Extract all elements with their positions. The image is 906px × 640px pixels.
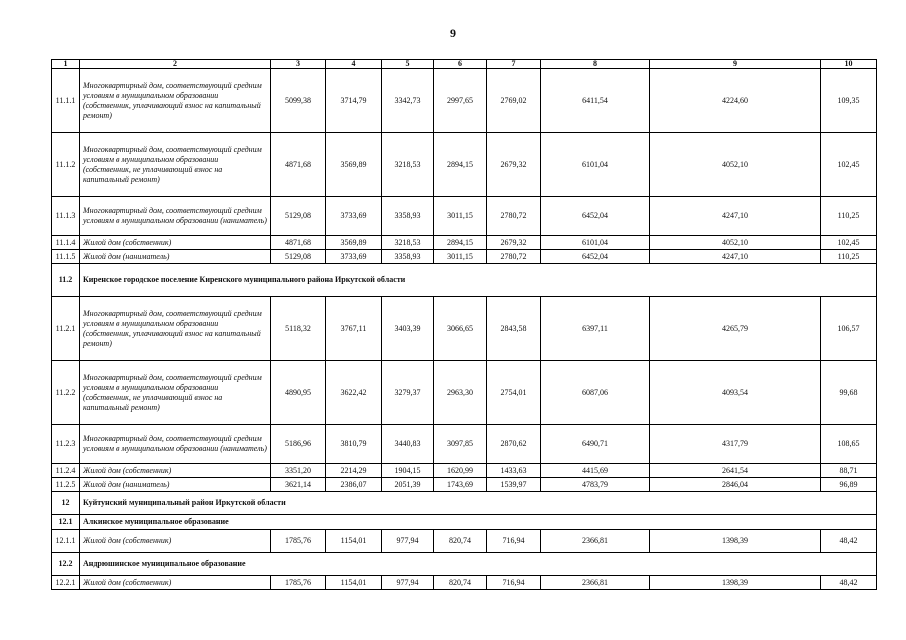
value-cell: 2366,81	[541, 530, 650, 553]
row-number: 12.2.1	[52, 576, 80, 590]
header-row	[52, 60, 877, 69]
value-cell: 1154,01	[326, 576, 382, 590]
row-description: Многоквартирный дом, соответствующий средним условиям в муниципальном образовании (собственник, не уплачивающий взнос на капитальный ремонт)	[80, 133, 271, 197]
value-cell: 820,74	[434, 530, 487, 553]
value-cell: 99,68	[821, 361, 877, 425]
value-cell: 2780,72	[487, 197, 541, 236]
value-cell: 1785,76	[271, 530, 326, 553]
value-cell: 3767,11	[326, 297, 382, 361]
value-cell: 3403,39	[382, 297, 434, 361]
value-cell: 6101,04	[541, 236, 650, 250]
value-cell: 716,94	[487, 576, 541, 590]
section-row	[52, 492, 877, 515]
section-row	[52, 264, 877, 297]
value-cell: 109,35	[821, 69, 877, 133]
tariff-table	[51, 59, 877, 590]
table-row	[52, 576, 877, 590]
value-cell: 4224,60	[650, 69, 821, 133]
table-row	[52, 197, 877, 236]
value-cell: 3733,69	[326, 250, 382, 264]
value-cell: 88,71	[821, 464, 877, 478]
table-row	[52, 464, 877, 478]
value-cell: 1154,01	[326, 530, 382, 553]
value-cell: 4317,79	[650, 425, 821, 464]
value-cell: 4415,69	[541, 464, 650, 478]
value-cell: 2679,32	[487, 236, 541, 250]
table-row	[52, 236, 877, 250]
table-row	[52, 250, 877, 264]
value-cell: 4871,68	[271, 133, 326, 197]
row-number: 11.2.2	[52, 361, 80, 425]
value-cell: 3011,15	[434, 197, 487, 236]
value-cell: 3351,20	[271, 464, 326, 478]
value-cell: 4871,68	[271, 236, 326, 250]
row-number: 11.2.5	[52, 478, 80, 492]
value-cell: 2679,32	[487, 133, 541, 197]
section-number: 11.2	[52, 264, 80, 297]
section-number: 12.2	[52, 553, 80, 576]
row-description: Жилой дом (собственник)	[80, 464, 271, 478]
value-cell: 2051,39	[382, 478, 434, 492]
row-description: Многоквартирный дом, соответствующий средним условиям в муниципальном образовании (наниматель)	[80, 425, 271, 464]
value-cell: 1620,99	[434, 464, 487, 478]
value-cell: 2894,15	[434, 133, 487, 197]
value-cell: 4052,10	[650, 133, 821, 197]
header-cell: 8	[541, 60, 650, 69]
value-cell: 3097,85	[434, 425, 487, 464]
value-cell: 2846,04	[650, 478, 821, 492]
value-cell: 3810,79	[326, 425, 382, 464]
value-cell: 2641,54	[650, 464, 821, 478]
value-cell: 5129,08	[271, 197, 326, 236]
header-cell: 5	[382, 60, 434, 69]
value-cell: 4890,95	[271, 361, 326, 425]
value-cell: 106,57	[821, 297, 877, 361]
value-cell: 1398,39	[650, 576, 821, 590]
row-number: 11.2.4	[52, 464, 80, 478]
value-cell: 3569,89	[326, 236, 382, 250]
table-row	[52, 69, 877, 133]
row-description: Многоквартирный дом, соответствующий средним условиям в муниципальном образовании (собственник, уплачивающий взнос на капитальный ремонт)	[80, 69, 271, 133]
row-number: 12.1.1	[52, 530, 80, 553]
value-cell: 2366,81	[541, 576, 650, 590]
row-number: 11.2.1	[52, 297, 80, 361]
row-description: Жилой дом (собственник)	[80, 530, 271, 553]
value-cell: 6101,04	[541, 133, 650, 197]
section-row	[52, 515, 877, 530]
value-cell: 820,74	[434, 576, 487, 590]
value-cell: 3358,93	[382, 197, 434, 236]
value-cell: 2769,02	[487, 69, 541, 133]
header-cell: 6	[434, 60, 487, 69]
row-number: 11.2.3	[52, 425, 80, 464]
value-cell: 48,42	[821, 530, 877, 553]
row-number: 11.1.3	[52, 197, 80, 236]
value-cell: 977,94	[382, 530, 434, 553]
value-cell: 5186,96	[271, 425, 326, 464]
header-cell: 9	[650, 60, 821, 69]
value-cell: 716,94	[487, 530, 541, 553]
value-cell: 2754,01	[487, 361, 541, 425]
value-cell: 2214,29	[326, 464, 382, 478]
value-cell: 3621,14	[271, 478, 326, 492]
row-description: Жилой дом (собственник)	[80, 236, 271, 250]
value-cell: 5129,08	[271, 250, 326, 264]
table-row	[52, 425, 877, 464]
value-cell: 110,25	[821, 250, 877, 264]
value-cell: 6452,04	[541, 197, 650, 236]
row-number: 11.1.4	[52, 236, 80, 250]
header-cell: 7	[487, 60, 541, 69]
value-cell: 3569,89	[326, 133, 382, 197]
section-title: Андрюшинское муниципальное образование	[80, 553, 877, 576]
value-cell: 3066,65	[434, 297, 487, 361]
section-title: Куйтунский муниципальный район Иркутской области	[80, 492, 877, 515]
value-cell: 4052,10	[650, 236, 821, 250]
value-cell: 2997,65	[434, 69, 487, 133]
value-cell: 3358,93	[382, 250, 434, 264]
row-number: 11.1.2	[52, 133, 80, 197]
value-cell: 1433,63	[487, 464, 541, 478]
value-cell: 3218,53	[382, 236, 434, 250]
header-cell: 4	[326, 60, 382, 69]
value-cell: 2963,30	[434, 361, 487, 425]
section-number: 12.1	[52, 515, 80, 530]
value-cell: 2386,07	[326, 478, 382, 492]
value-cell: 6397,11	[541, 297, 650, 361]
value-cell: 102,45	[821, 236, 877, 250]
value-cell: 4093,54	[650, 361, 821, 425]
value-cell: 3218,53	[382, 133, 434, 197]
header-cell: 2	[80, 60, 271, 69]
header-cell: 1	[52, 60, 80, 69]
section-title: Киренское городское поселение Киренского муниципального района Иркутской области	[80, 264, 877, 297]
value-cell: 2780,72	[487, 250, 541, 264]
value-cell: 3011,15	[434, 250, 487, 264]
value-cell: 1398,39	[650, 530, 821, 553]
value-cell: 1904,15	[382, 464, 434, 478]
section-row	[52, 553, 877, 576]
section-number: 12	[52, 492, 80, 515]
value-cell: 6490,71	[541, 425, 650, 464]
value-cell: 6087,06	[541, 361, 650, 425]
value-cell: 1785,76	[271, 576, 326, 590]
row-description: Многоквартирный дом, соответствующий средним условиям в муниципальном образовании (собственник, уплачивающий взнос на капитальный ремонт)	[80, 297, 271, 361]
value-cell: 3342,73	[382, 69, 434, 133]
value-cell: 3714,79	[326, 69, 382, 133]
value-cell: 2843,58	[487, 297, 541, 361]
value-cell: 1539,97	[487, 478, 541, 492]
value-cell: 3279,37	[382, 361, 434, 425]
row-number: 11.1.1	[52, 69, 80, 133]
value-cell: 3622,42	[326, 361, 382, 425]
value-cell: 4247,10	[650, 197, 821, 236]
row-description: Жилой дом (собственник)	[80, 576, 271, 590]
value-cell: 4265,79	[650, 297, 821, 361]
value-cell: 3440,83	[382, 425, 434, 464]
header-cell: 3	[271, 60, 326, 69]
value-cell: 4783,79	[541, 478, 650, 492]
row-description: Многоквартирный дом, соответствующий средним условиям в муниципальном образовании (собственник, не уплачивающий взнос на капитальный ремонт)	[80, 361, 271, 425]
table-row	[52, 478, 877, 492]
value-cell: 6411,54	[541, 69, 650, 133]
value-cell: 2894,15	[434, 236, 487, 250]
table-row	[52, 297, 877, 361]
value-cell: 108,65	[821, 425, 877, 464]
row-description: Жилой дом (наниматель)	[80, 250, 271, 264]
value-cell: 6452,04	[541, 250, 650, 264]
value-cell: 96,89	[821, 478, 877, 492]
row-description: Жилой дом (наниматель)	[80, 478, 271, 492]
value-cell: 5118,32	[271, 297, 326, 361]
row-number: 11.1.5	[52, 250, 80, 264]
table-row	[52, 133, 877, 197]
section-title: Алкинское муниципальное образование	[80, 515, 877, 530]
table-row	[52, 361, 877, 425]
row-description: Многоквартирный дом, соответствующий средним условиям в муниципальном образовании (наниматель)	[80, 197, 271, 236]
table-row	[52, 530, 877, 553]
value-cell: 2870,62	[487, 425, 541, 464]
value-cell: 3733,69	[326, 197, 382, 236]
value-cell: 4247,10	[650, 250, 821, 264]
page-number: 9	[450, 26, 456, 40]
value-cell: 102,45	[821, 133, 877, 197]
header-cell: 10	[821, 60, 877, 69]
value-cell: 5099,38	[271, 69, 326, 133]
value-cell: 977,94	[382, 576, 434, 590]
value-cell: 110,25	[821, 197, 877, 236]
value-cell: 1743,69	[434, 478, 487, 492]
value-cell: 48,42	[821, 576, 877, 590]
